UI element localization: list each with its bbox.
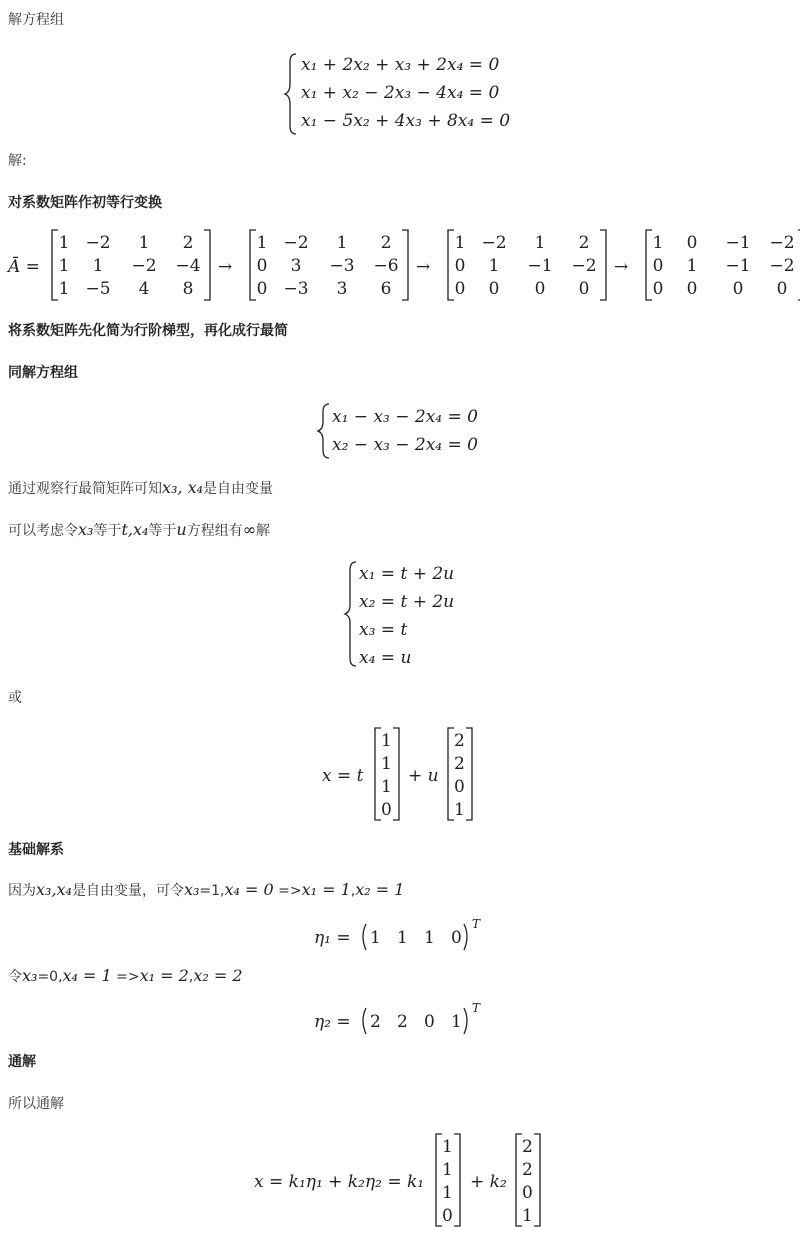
vector-entry: 1: [381, 731, 392, 751]
eta-entry: 0: [451, 928, 462, 948]
matrix-cell: −4: [175, 256, 201, 276]
right-bracket: [454, 1134, 460, 1226]
eta-1-lhs: η₁ =: [314, 928, 351, 948]
math: t,x₄: [121, 520, 149, 539]
eta-entry: 1: [451, 1012, 462, 1032]
matrix-4: [646, 230, 800, 300]
matrix-cell: 1: [58, 256, 70, 276]
matrix-cell: −6: [373, 256, 399, 276]
arrow-right-icon: →: [614, 257, 629, 277]
left-paren: [363, 1008, 366, 1034]
matrix-cell: 1: [138, 233, 150, 253]
matrix-cell: −5: [85, 279, 111, 299]
matrix-cell: −1: [527, 256, 553, 276]
system-brace: [318, 404, 329, 458]
section-basis: 基础解系: [8, 842, 64, 858]
matrix-1: [52, 230, 210, 300]
section-row-reduce: 对系数矩阵作初等行变换: [8, 195, 162, 211]
matrix-cell: 0: [488, 279, 500, 299]
left-paren: [363, 924, 366, 950]
eta-2-lhs: η₂ =: [314, 1012, 351, 1032]
matrix-cell: 1: [686, 256, 698, 276]
math: x₃: [22, 966, 38, 985]
matrix-cell: 0: [534, 279, 546, 299]
or-label: 或: [8, 690, 22, 706]
text: =>: [111, 969, 140, 985]
right-bracket: [466, 728, 472, 820]
vector-entry: 1: [442, 1160, 453, 1180]
arrow-right-icon: →: [416, 257, 431, 277]
matrix-cell: −3: [329, 256, 355, 276]
eta-entry: 2: [370, 1012, 381, 1032]
matrix-cell: −2: [769, 233, 795, 253]
matrix-cell: 0: [776, 279, 788, 299]
right-bracket: [534, 1134, 540, 1226]
column-vector-2: [448, 728, 472, 820]
equation-2: x₁ + x₂ − 2x₃ − 4x₄ = 0: [301, 83, 500, 103]
original-system: [285, 50, 525, 138]
text: 方程组有: [186, 523, 243, 539]
column-vector-1: [436, 1134, 460, 1226]
matrix-cell: 1: [652, 233, 664, 253]
eta-entry: 1: [370, 928, 381, 948]
matrix-cell: 0: [652, 256, 664, 276]
parametric-system: [345, 558, 485, 670]
text: ,: [188, 969, 194, 985]
math: x₃: [183, 880, 200, 899]
left-bracket: [52, 230, 58, 300]
eta-entry: 1: [424, 928, 435, 948]
right-paren: [464, 1008, 467, 1034]
system-brace: [285, 54, 296, 134]
text: =>: [273, 883, 302, 899]
right-bracket: [204, 230, 210, 300]
section-simplify: 将系数矩阵先化简为行阶梯型，再化成行最简: [8, 323, 288, 339]
matrix-cell: 6: [380, 279, 392, 299]
text: =0,: [37, 969, 63, 985]
left-bracket: [646, 230, 652, 300]
matrix-cell: 1: [92, 256, 104, 276]
so-general-text: 所以通解: [8, 1096, 64, 1112]
matrix-cell: −2: [131, 256, 157, 276]
matrix-cell: 2: [380, 233, 392, 253]
equation-1: x₁ + 2x₂ + x₃ + 2x₄ = 0: [301, 55, 500, 75]
eta-2-vector: [314, 1002, 494, 1042]
equation-3: x₁ − 5x₂ + 4x₃ + 8x₄ = 0: [301, 111, 511, 131]
text: 是自由变量: [203, 481, 274, 497]
math: x₄ = 0: [224, 880, 274, 899]
left-bracket: [250, 230, 256, 300]
general-lhs: x = k₁η₁ + k₂η₂ = k₁: [254, 1172, 425, 1192]
vector-form: [320, 726, 490, 824]
equation-2: x₂ − x₃ − 2x₄ = 0: [332, 435, 478, 455]
math: x₄ = 1: [62, 966, 112, 985]
vector-entry: 1: [381, 777, 392, 797]
system-brace: [345, 562, 356, 666]
matrix-cell: −1: [725, 256, 751, 276]
general-solution: [252, 1132, 552, 1230]
matrix-cell: 0: [686, 233, 698, 253]
right-paren: [464, 924, 467, 950]
vector-entry: 0: [522, 1183, 533, 1203]
plus-u: + u: [408, 766, 439, 786]
eta-entry: 0: [424, 1012, 435, 1032]
transpose-sup: T: [472, 1001, 481, 1015]
arrow-right-icon: →: [218, 257, 233, 277]
equivalent-system: [318, 400, 518, 462]
section-general: 通解: [8, 1054, 36, 1070]
math: x₃: [78, 520, 94, 539]
matrix-2: [250, 230, 408, 300]
matrix-cell: −3: [283, 279, 309, 299]
section-equivalent: 同解方程组: [8, 365, 78, 381]
text: =1,: [199, 883, 225, 899]
column-vector-1: [375, 728, 399, 820]
matrix-cell: 0: [256, 256, 268, 276]
right-bracket: [600, 230, 606, 300]
vector-entry: 2: [454, 754, 465, 774]
math: x₂ = 1: [355, 880, 405, 899]
solution-label: 解:: [8, 153, 27, 169]
eta-entry: 1: [397, 928, 408, 948]
text: 等于: [93, 523, 122, 539]
basis-text-1: [8, 880, 404, 901]
basis-text-2: [8, 966, 243, 987]
infinity-symbol: ∞: [242, 520, 257, 539]
matrix-cell: −2: [769, 256, 795, 276]
right-bracket: [393, 728, 399, 820]
problem-title: 解方程组: [8, 12, 64, 28]
matrix-cell: −2: [571, 256, 597, 276]
param-eq-1: x₁ = t + 2u: [359, 564, 455, 584]
matrix-cell: 8: [182, 279, 194, 299]
matrix-cell: 3: [290, 256, 302, 276]
eta-entry: 2: [397, 1012, 408, 1032]
matrix-cell: 1: [58, 233, 70, 253]
vector-lhs: x = t: [322, 766, 364, 786]
matrix-cell: 0: [454, 279, 466, 299]
text: 通过观察行最简矩阵可知: [8, 481, 162, 497]
vector-entry: 0: [381, 800, 392, 820]
plus-k2: + k₂: [470, 1172, 507, 1192]
matrix-cell: 0: [652, 279, 664, 299]
eta-1-vector: [314, 918, 494, 958]
vector-entry: 1: [442, 1183, 453, 1203]
matrix-chain: [0, 228, 800, 304]
math: x₁ = 2: [139, 966, 189, 985]
consider-text: [8, 520, 270, 541]
vector-entry: 0: [442, 1206, 453, 1226]
vector-entry: 1: [522, 1206, 533, 1226]
matrix-cell: 2: [182, 233, 194, 253]
text: 是自由变量，可令: [71, 883, 184, 899]
matrix-cell: 1: [534, 233, 546, 253]
text: 令: [8, 969, 22, 985]
matrix-cell: −1: [725, 233, 751, 253]
left-bracket: [448, 230, 454, 300]
matrix-cell: 1: [488, 256, 500, 276]
vector-entry: 0: [454, 777, 465, 797]
matrix-cell: 0: [732, 279, 744, 299]
matrix-cell: 0: [686, 279, 698, 299]
math-vars: x₃, x₄: [162, 478, 204, 497]
math: u: [176, 520, 187, 539]
matrix-cell: 0: [454, 256, 466, 276]
vector-entry: 2: [454, 731, 465, 751]
matrix-cell: −2: [481, 233, 507, 253]
vector-entry: 1: [454, 800, 465, 820]
column-vector-2: [516, 1134, 540, 1226]
text: 可以考虑令: [8, 523, 78, 539]
matrix-cell: 1: [58, 279, 70, 299]
math: x₃,x₄: [36, 880, 72, 899]
matrix-3: [448, 230, 606, 300]
matrix-lhs: Ā =: [8, 257, 40, 277]
matrix-cell: 1: [336, 233, 348, 253]
observe-text: [8, 478, 273, 499]
matrix-cell: −2: [283, 233, 309, 253]
vector-entry: 2: [522, 1160, 533, 1180]
matrix-cell: 1: [454, 233, 466, 253]
matrix-cell: 2: [578, 233, 590, 253]
right-bracket: [402, 230, 408, 300]
vector-entry: 1: [442, 1137, 453, 1157]
equation-1: x₁ − x₃ − 2x₄ = 0: [332, 407, 478, 427]
matrix-cell: 1: [256, 233, 268, 253]
param-eq-4: x₄ = u: [359, 648, 412, 668]
matrix-cell: 3: [336, 279, 348, 299]
matrix-cell: 0: [256, 279, 268, 299]
text: ,: [350, 883, 356, 899]
vector-entry: 1: [381, 754, 392, 774]
text: 解: [256, 523, 271, 539]
text: 因为: [8, 883, 36, 899]
vector-entry: 2: [522, 1137, 533, 1157]
math: x₁ = 1: [301, 880, 351, 899]
matrix-cell: 0: [578, 279, 590, 299]
text: 等于: [148, 523, 177, 539]
param-eq-3: x₃ = t: [359, 620, 408, 640]
math: x₂ = 2: [193, 966, 243, 985]
transpose-sup: T: [472, 917, 481, 931]
matrix-cell: −2: [85, 233, 111, 253]
param-eq-2: x₂ = t + 2u: [359, 592, 455, 612]
matrix-cell: 4: [138, 279, 150, 299]
